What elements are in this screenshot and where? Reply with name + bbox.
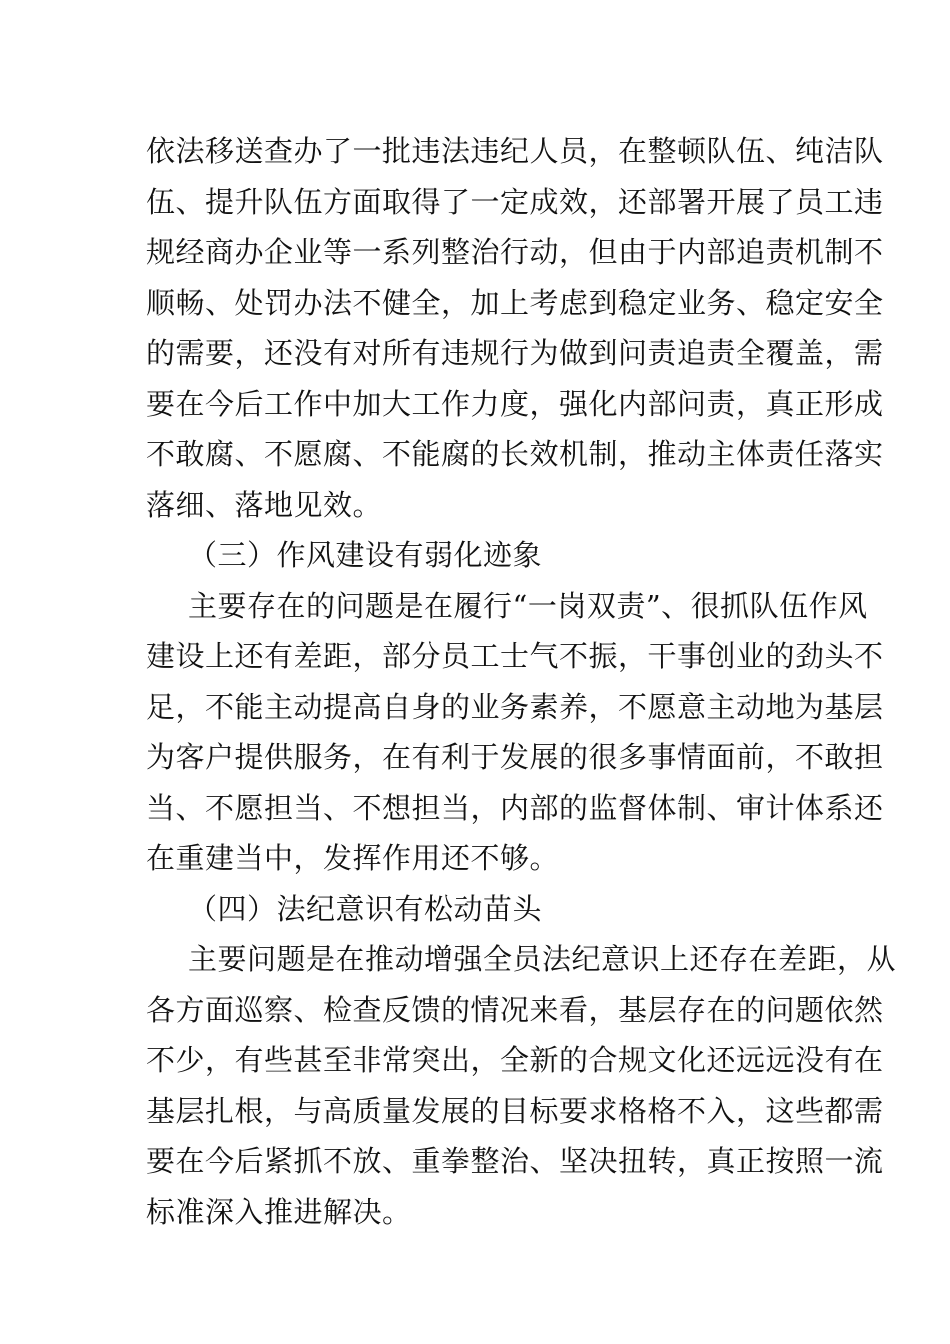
text-line: 不少，有些甚至非常突出，全新的合规文化还远远没有在: [146, 1043, 884, 1077]
paragraph-body: [146, 581, 884, 884]
text-line: 的需要，还没有对所有违规行为做到问责追责全覆盖，需: [146, 336, 884, 370]
text-line: 要在今后工作中加大工作力度，强化内部问责，真正形成: [146, 386, 884, 421]
paragraph-body: [146, 126, 884, 530]
text-line: 要在今后紧抓不放、重拳整治、坚决扭转，真正按照一流: [146, 1144, 884, 1178]
text-line: 建设上还有差距，部分员工士气不振，干事创业的劲头不: [146, 639, 884, 673]
paragraph-body: [146, 934, 897, 1237]
text-line: 顺畅、处罚办法不健全，加上考虑到稳定业务、稳定安全: [146, 285, 884, 320]
section-heading: [146, 530, 810, 581]
text-line: 标准深入推进解决。: [146, 1194, 412, 1229]
text-line: 伍、提升队伍方面取得了一定成效，还部署开展了员工违: [146, 184, 884, 219]
document-page: [146, 126, 897, 1237]
text-line: 各方面巡察、检查反馈的情况来看，基层存在的问题依然: [146, 992, 884, 1027]
text-line: 规经商办企业等一系列整治行动，但由于内部追责机制不: [146, 235, 884, 269]
text-line: 足，不能主动提高自身的业务素养，不愿意主动地为基层: [146, 689, 884, 724]
text-line: 主要问题是在推动增强全员法纪意识上还存在差距，从: [188, 942, 897, 976]
text-line: 依法移送查办了一批违法违纪人员，在整顿队伍、纯洁队: [146, 134, 884, 168]
text-line: 不敢腐、不愿腐、不能腐的长效机制，推动主体责任落实: [146, 437, 884, 471]
text-line: 为客户提供服务，在有利于发展的很多事情面前，不敢担: [146, 740, 884, 774]
text-line: 在重建当中，发挥作用还不够。: [146, 841, 560, 875]
heading-line: （三）作风建设有弱化迹象: [188, 538, 543, 572]
text-line: 当、不愿担当、不想担当，内部的监督体制、审计体系还: [146, 790, 884, 825]
text-line: 主要存在的问题是在履行“一岗双责”、很抓队伍作风: [188, 588, 868, 623]
text-line: 落细、落地见效。: [146, 487, 383, 522]
section-heading: [146, 884, 810, 935]
text-line: 基层扎根，与高质量发展的目标要求格格不入，这些都需: [146, 1093, 884, 1128]
heading-line: （四）法纪意识有松动苗头: [188, 891, 543, 926]
